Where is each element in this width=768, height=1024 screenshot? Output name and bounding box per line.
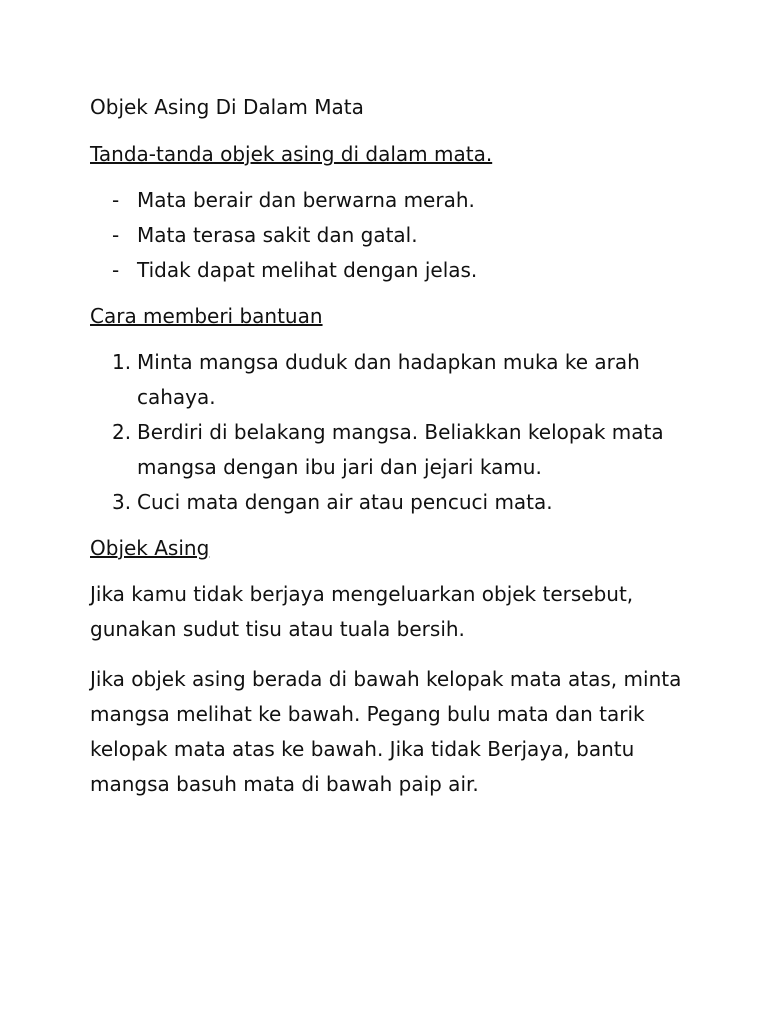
list-item-text: Mata berair dan berwarna merah. xyxy=(137,188,475,212)
list-item xyxy=(90,183,690,218)
dash-marker: - xyxy=(112,223,120,247)
list-item xyxy=(90,485,690,520)
list-item xyxy=(90,345,690,415)
list-item-text: Cuci mata dengan air atau pencuci mata. xyxy=(137,490,553,514)
dash-marker: - xyxy=(112,258,120,282)
list-item xyxy=(90,415,690,485)
paragraph: Jika objek asing berada di bawah kelopak mata atas, minta mangsa melihat ke bawah. Pegang bulu mata dan tarik kelopak mata atas ke bawah. Jika tidak Berjaya, bantu mangsa basuh mata di bawah paip air. xyxy=(90,667,682,796)
list-item xyxy=(90,218,690,253)
section-heading-signs: Tanda-tanda objek asing di dalam mata. xyxy=(90,142,493,166)
dash-marker: - xyxy=(112,188,120,212)
list-item xyxy=(90,253,690,288)
section-heading-help: Cara memberi bantuan xyxy=(90,304,323,328)
list-item-text: Tidak dapat melihat dengan jelas. xyxy=(137,258,478,282)
signs-list xyxy=(90,183,690,288)
document-title: Objek Asing Di Dalam Mata xyxy=(90,95,364,119)
list-item-text: Mata terasa sakit dan gatal. xyxy=(137,223,418,247)
list-item-text: Minta mangsa duduk dan hadapkan muka ke arah cahaya. xyxy=(137,350,640,409)
document-page xyxy=(90,90,690,817)
section-heading-foreign-object: Objek Asing xyxy=(90,536,210,560)
number-marker: 2. xyxy=(112,420,132,444)
number-marker: 3. xyxy=(112,490,132,514)
list-item-text: Berdiri di belakang mangsa. Beliakkan kelopak mata mangsa dengan ibu jari dan jejari kamu. xyxy=(137,420,664,479)
paragraph: Jika kamu tidak berjaya mengeluarkan objek tersebut, gunakan sudut tisu atau tuala bersih. xyxy=(90,582,634,641)
help-steps-list xyxy=(90,345,690,520)
number-marker: 1. xyxy=(112,350,132,374)
